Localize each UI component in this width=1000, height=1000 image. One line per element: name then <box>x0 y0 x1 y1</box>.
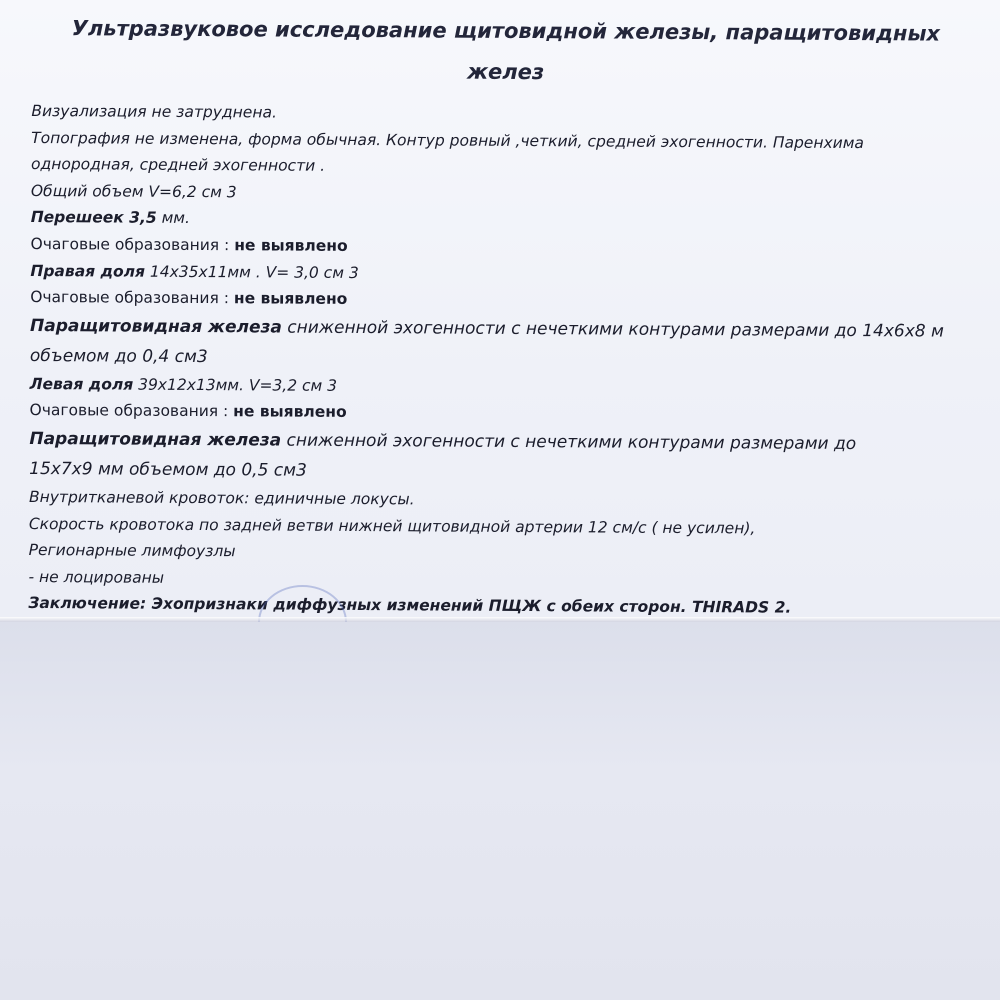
left-lobe-label: Левая доля <box>29 374 134 394</box>
left-lobe-value: 39х12х13мм. V=3,2 см 3 <box>133 375 338 395</box>
focal-value-3: не выявлено <box>233 402 347 422</box>
total-volume-line: Общий объем V=6,2 см 3 <box>30 181 237 202</box>
parathyroid-volume-1: объемом до 0,4 см3 <box>29 345 208 367</box>
parathyroid-volume-2: 15х7х9 мм объемом до 0,5 см3 <box>29 458 307 481</box>
topography-line-1: Топография не изменена, форма обычная. Контур ровный ,четкий, средней эхогенности. Паренхима <box>31 128 865 152</box>
parathyroid-label-1: Паращитовидная железа <box>29 315 282 338</box>
focal-label-1: Очаговые образования : <box>30 234 235 255</box>
visualization-line: Визуализация не затруднена. <box>31 101 277 122</box>
parathyroid-text-1: сниженной эхогенности с нечеткими контурами размерами до 14х6х8 м <box>281 317 944 342</box>
parathyroid-label-2: Паращитовидная железа <box>29 428 282 451</box>
folded-paper-area <box>0 622 1000 1000</box>
title-line-1: Ультразвуковое исследование щитовидной железы, паращитовидных <box>71 16 941 46</box>
lymph-label-line: Регионарные лимфоузлы <box>28 541 236 561</box>
focal-value-1: не выявлено <box>234 236 348 255</box>
report-title <box>31 8 979 96</box>
lymph-value-line: - не лоцированы <box>28 567 165 587</box>
bloodflow-line: Внутритканевой кровоток: единичные локусы. <box>28 487 415 509</box>
title-line-2: желез <box>467 59 545 85</box>
focal-label-3: Очаговые образования : <box>29 401 234 421</box>
focal-value-2: не выявлено <box>233 289 348 309</box>
report-body <box>28 8 1000 622</box>
conclusion-line: Заключение: Эхопризнаки диффузных изменений ПЩЖ с обеих сторон. THIRADS 2. <box>28 594 792 617</box>
isthmus-label: Перешеек 3,5 <box>30 208 157 228</box>
velocity-line: Скорость кровотока по задней ветви нижней щитовидной артерии 12 см/с ( не усилен), <box>28 514 756 537</box>
right-lobe-label: Правая доля <box>30 261 146 281</box>
right-lobe-value: 14х35х11мм . V= 3,0 см 3 <box>144 262 359 282</box>
topography-line-2: однородная, средней эхогенности . <box>30 155 326 175</box>
isthmus-unit: мм. <box>156 209 190 228</box>
focal-label-2: Очаговые образования : <box>30 288 234 308</box>
parathyroid-text-2: сниженной эхогенности с нечеткими контурами размерами до <box>281 430 857 454</box>
